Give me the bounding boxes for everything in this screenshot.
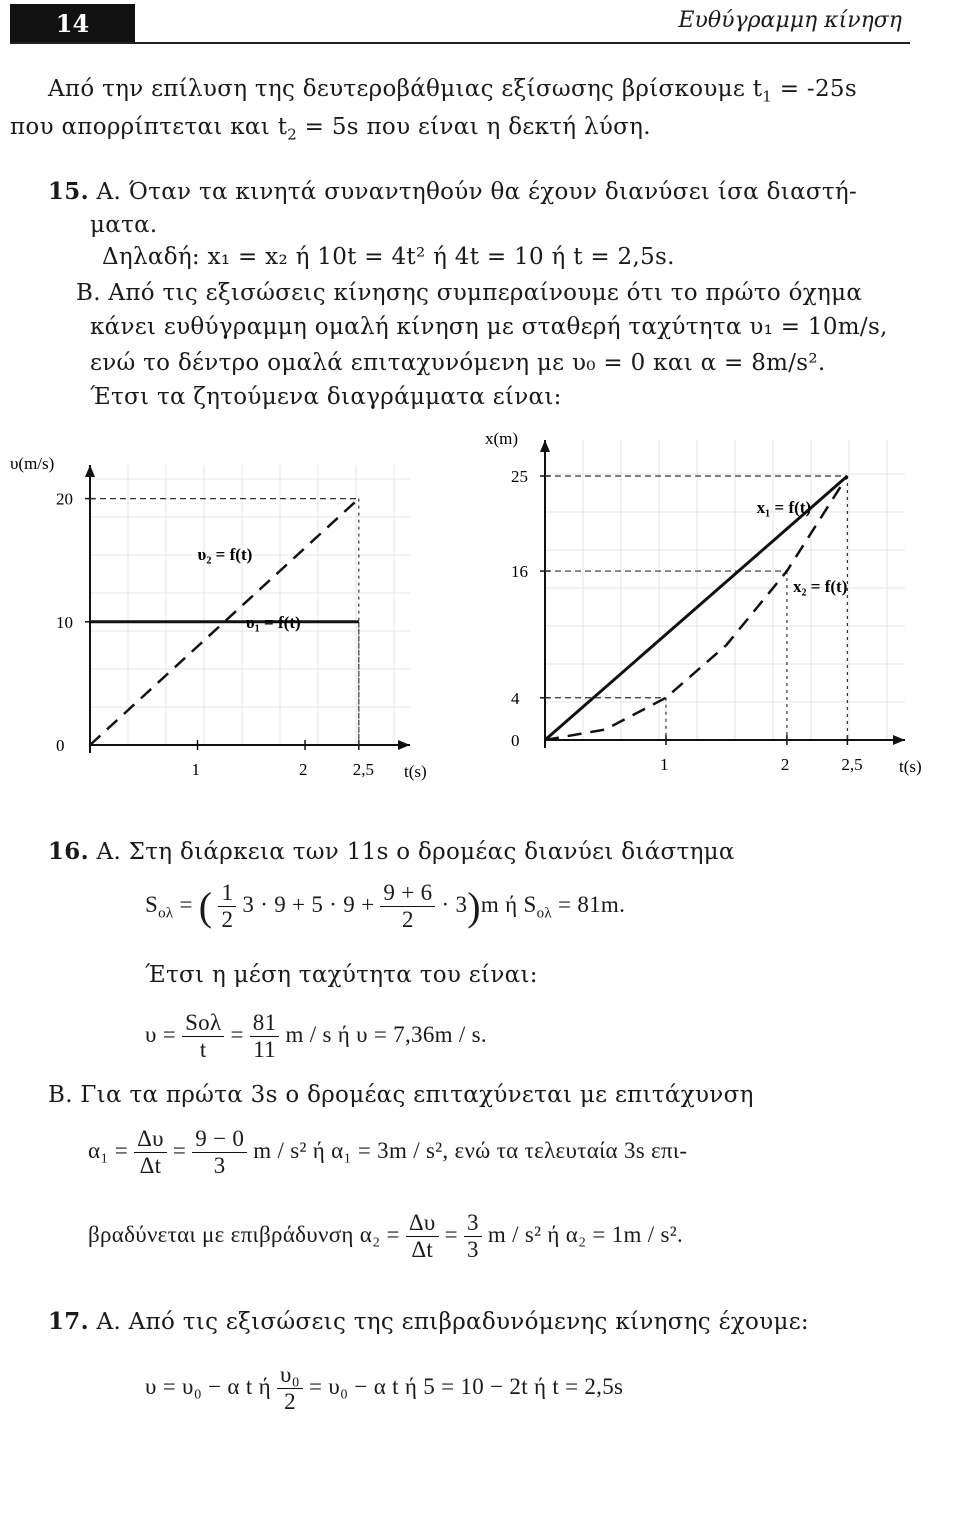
page-number: 14 [55,9,90,38]
problem-16-eq2: υ = $\frac{\text{Sολ}}{t}$ = $\frac{81}{11}$ m / s ή υ = 7,36m / s. [145,1010,487,1062]
v-chart-x-label: t(s) [404,762,427,781]
eq1-s-sub-2: ολ [536,905,552,922]
problem-16-a [48,838,735,865]
intro-line-2: που απορρίπτεται και $t_2 = 5s$ που είναι η δεκτή λύση. [10,114,651,144]
x-chart-series-label-2: x₂ = f(t) [792,577,848,597]
eq3-tail: m / s² ή α₁ = 3m / s², ενώ τα τελευταία 3s επι- [253,1137,688,1163]
problem-16-a-text: Α. Στη διάρκεια των 11s ο δρομέας διανύει διάστημα [96,839,735,865]
v-chart-y-tick-label: 0 [56,736,65,755]
eq1-right: m ή S [480,891,537,917]
x-chart-x-tick-label: 1 [659,755,669,774]
problem-15-number: 15. [48,178,89,205]
problem-15-b1: Β. Από τις εξισώσεις κίνησης συμπεραίνουμε ότι το πρώτο όχημα [76,280,863,306]
intro-text-1b: = -25s [779,76,857,102]
problem-15-b4: Έτσι τα ζητούμενα διαγράμματα είναι: [90,384,562,410]
intro-text-1: Από την επίλυση της δευτεροβάθμιας εξίσωσης βρίσκουμε t [48,76,763,102]
v-chart-x-tick-label: 1 [191,760,201,779]
eq4-frac2: $\frac{3}{3}$ [464,1210,482,1263]
intro-text-2a: που απορρίπτεται και t [10,114,288,140]
v-chart-y-tick-label: 10 [56,612,73,632]
v-chart-x-tick-label: 2,5 [352,760,375,779]
problem-16-eq1: $S_{o\lambda}$ = ( $\frac{1}{2}$ 3 · 9 + 5 · 9 + $\frac{9 + 6}{2}$ · 3)m ή $S_{o\lambda} = 81m$. [145,880,626,932]
problem-17-a [48,1308,809,1335]
x-chart-y-tick-label: 4 [511,688,520,708]
eq1-frac: $\frac{9 + 6}{2}$ [380,880,435,933]
eq17-frac: $\frac{\text{υ₀}}{2}$ [277,1362,303,1415]
eq1-result: = 81m. [558,891,626,917]
x-chart-y-label: x(m) [485,429,519,448]
v-chart-x-tick-label: 2 [299,760,308,779]
problem-16-eq4: βραδύνεται με επιβράδυνση α₂ = $\frac{\Delta\upsilon}{\Delta t}$ = $\frac{3}{3}$ m / s² ή α₂ = 1m / s². [88,1210,684,1262]
x-chart-y-tick-label: 0 [511,731,520,750]
eq1-half-frac: $\frac{1}{2}$ [218,880,236,933]
problem-17-number: 17. [48,1308,89,1335]
eq17-tail: = υ₀ − α t ή 5 = 10 − 2t ή t = 2,5s [309,1373,624,1399]
header-rule [10,42,910,44]
problem-16-mean: Έτσι η μέση ταχύτητα του είναι: [145,962,538,988]
eq17-lead: υ = υ₀ − α t ή [145,1373,271,1399]
v-chart-y-tick-label: 20 [56,489,73,509]
v-chart-y-label: υ(m/s) [10,454,55,473]
charts-area [0,420,960,800]
problem-17-a-text: Α. Από τις εξισώσεις της επιβραδυνόμενης κίνησης έχουμε: [96,1309,809,1335]
intro-line-1: Από την επίλυση της δευτεροβάθμιας εξίσωσης βρίσκουμε $t_1 = -25s$ [48,76,857,106]
eq1-s: S [145,891,159,917]
eq3-frac2: $\frac{9 - 0}{3}$ [192,1126,247,1179]
problem-15-b2: κάνει ευθύγραμμη ομαλή κίνηση με σταθερή ταχύτητα υ₁ = 10m/s, [90,314,888,340]
problem-15-b3: ενώ το δέντρο ομαλά επιταχυνόμενη με υ₀ = 0 και α = 8m/s². [90,350,826,376]
eq4-tail: m / s² ή α₂ = 1m / s². [487,1221,684,1247]
v-chart-series-label-2: υ₂ = f(t) [197,545,253,565]
v-chart-y-arrow [85,465,95,477]
v-chart-x-arrow [398,740,410,750]
eq1-tail: · 3 [441,891,468,917]
x-chart-x-label: t(s) [899,757,922,776]
eq2-frac2: $\frac{81}{11}$ [250,1010,280,1063]
x-chart-y-tick-label: 16 [511,562,528,582]
eq3-frac1: $\frac{\Delta\upsilon}{\Delta t}$ [134,1126,167,1179]
x-chart-x-tick-label: 2,5 [841,755,863,774]
x-chart-series-label-1: x₁ = f(t) [756,497,812,517]
problem-17-eq [145,1362,623,1415]
x-chart-y-tick-label: 25 [511,467,528,486]
problem-16-eq3: α₁ = $\frac{\Delta\upsilon}{\Delta t}$ = $\frac{9 - 0}{3}$ m / s² ή α₁ = 3m / s², ενώ τα τελευταία 3s επι- [88,1126,688,1178]
eq1-mid: 3 · 9 + 5 · 9 + [242,891,375,917]
problem-15-a-text: Α. Όταν τα κινητά συναντηθούν θα έχουν διανύσει ίσα διαστή- [96,179,858,205]
eq1-s-sub: ολ [158,905,174,922]
eq4-lead: βραδύνεται με επιβράδυνση α₂ = [88,1221,400,1247]
eq2-lead: υ = [145,1021,177,1047]
x-chart-y-arrow [540,440,550,452]
chapter-title: Ευθύγραμμη κίνηση [678,8,902,33]
eq4-frac1: $\frac{\Delta\upsilon}{\Delta t}$ [406,1210,439,1263]
problem-15-eq: Δηλαδή: x₁ = x₂ ή 10t = 4t² ή 4t = 10 ή t = 2,5s. [102,244,675,270]
problem-16-number: 16. [48,838,89,865]
intro-text-2b: = 5s που είναι η δεκτή λύση. [304,114,651,140]
problem-15-a2: ματα. [90,212,158,238]
eq3-lead: α₁ = [88,1137,128,1163]
eq2-tail: m / s ή υ = 7,36m / s. [285,1021,487,1047]
problem-15-a [48,178,857,205]
x-chart-x-tick-label: 2 [780,755,790,774]
problem-16-b: Β. Για τα πρώτα 3s ο δρομέας επιταχύνεται με επιτάχυνση [48,1082,754,1108]
eq2-frac1: $\frac{\text{Sολ}}{t}$ [182,1010,224,1063]
v-chart-series-label-1: υ₁ = f(t) [245,612,301,632]
x-chart-x-arrow [893,735,905,745]
